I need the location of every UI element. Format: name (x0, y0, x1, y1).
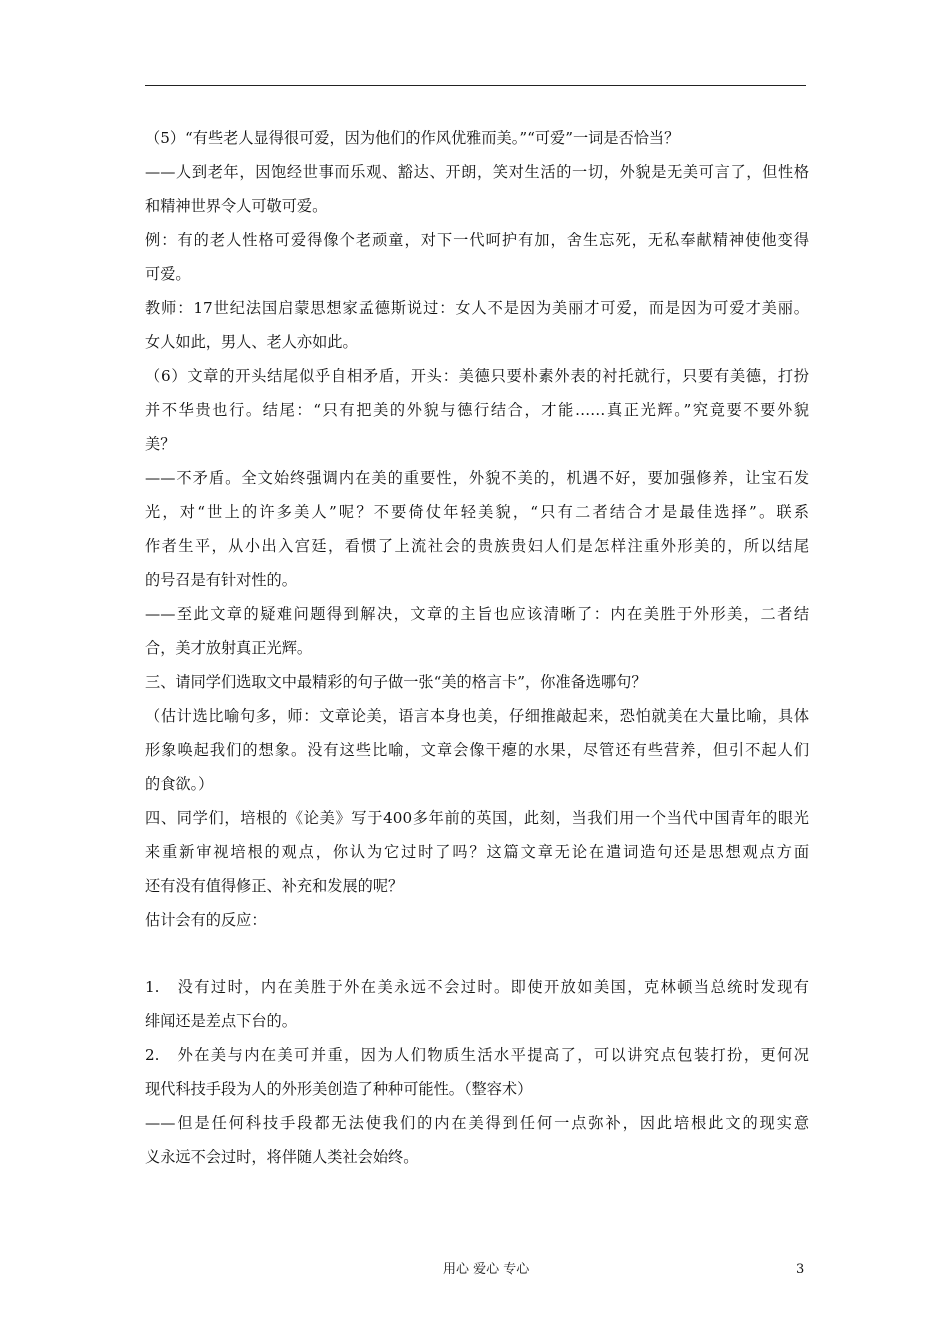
text-line: 四、同学们，培根的《论美》写于400多年前的英国，此刻，当我们用一个当代中国青年的眼光 (145, 809, 809, 827)
text-line: 作者生平，从小出入宫廷，看惯了上流社会的贵族贵妇人们是怎样注重外形美的，所以结尾 (145, 537, 809, 555)
text-line: ——人到老年，因饱经世事而乐观、豁达、开朗，笑对生活的一切，外貌是无美可言了，但性格 (145, 163, 809, 181)
text-line: 合，美才放射真正光辉。 (145, 639, 313, 657)
text-line: 三、请同学们选取文中最精彩的句子做一张“美的格言卡”，你准备选哪句？ (145, 673, 647, 691)
text-line: 例：有的老人性格可爱得像个老顽童，对下一代呵护有加，舍生忘死，无私奉献精神使他变得 (145, 231, 809, 249)
text-line: ——不矛盾。全文始终强调内在美的重要性，外貌不美的，机遇不好，要加强修养，让宝石发 (145, 469, 809, 487)
text-line: 并不华贵也行。结尾：“只有把美的外貌与德行结合，才能……真正光辉。”究竟要不要外貌 (145, 401, 809, 419)
text-line: 教师：17世纪法国启蒙思想家孟德斯说过：女人不是因为美丽才可爱，而是因为可爱才美丽。 (145, 299, 809, 317)
text-line: ——至此文章的疑难问题得到解决，文章的主旨也应该清晰了：内在美胜于外形美，二者结 (145, 605, 809, 623)
text-line: 女人如此，男人、老人亦如此。 (145, 333, 358, 351)
header-rule (145, 85, 806, 86)
list-item: 2. 外在美与内在美可并重，因为人们物质生活水平提高了，可以讲究点包装打扮，更何况 (145, 1046, 809, 1064)
text-line: 来重新审视培根的观点，你认为它过时了吗？这篇文章无论在遣词造句还是思想观点方面 (145, 843, 809, 861)
text-line: 美？ (145, 435, 176, 453)
text-line: 还有没有值得修正、补充和发展的呢？ (145, 877, 404, 895)
text-line: 估计会有的反应： (145, 911, 267, 929)
text-line: （估计选比喻句多，师：文章论美，语言本身也美，仔细推敲起来，恐怕就美在大量比喻，具体 (145, 707, 809, 725)
text-line: 的食欲。） (145, 775, 214, 793)
page-number: 3 (796, 1262, 805, 1277)
blank-line (145, 937, 809, 970)
text-line: 绯闻还是差点下台的。 (145, 1012, 297, 1030)
document-body (145, 121, 809, 1174)
text-line: 义永远不会过时，将伴随人类社会始终。 (145, 1148, 419, 1166)
text-line: 形象唤起我们的想象。没有这些比喻，文章会像干瘪的水果，尽管还有些营养，但引不起人们 (145, 741, 809, 759)
text-line: 和精神世界令人可敬可爱。 (145, 197, 328, 215)
page-footer (0, 1260, 950, 1280)
text-line: 现代科技手段为人的外形美创造了种种可能性。（整容术） (145, 1080, 533, 1098)
text-line: （6）文章的开头结尾似乎自相矛盾，开头：美德只要朴素外表的衬托就行，只要有美德，打扮 (145, 367, 809, 385)
text-line: 光，对“世上的许多美人”呢？不要倚仗年轻美貌，“只有二者结合才是最佳选择”。联系 (145, 503, 809, 521)
text-line: （5）“有些老人显得很可爱，因为他们的作风优雅而美。”“可爱”一词是否恰当？ (145, 129, 680, 147)
text-line: 的号召是有针对性的。 (145, 571, 297, 589)
text-line: ——但是任何科技手段都无法使我们的内在美得到任何一点弥补，因此培根此文的现实意 (145, 1114, 809, 1132)
text-line: 可爱。 (145, 265, 191, 283)
footer-motto: 用心 爱心 专心 (443, 1262, 530, 1277)
list-item: 1. 没有过时，内在美胜于外在美永远不会过时。即使开放如美国，克林顿当总统时发现有 (145, 978, 809, 996)
